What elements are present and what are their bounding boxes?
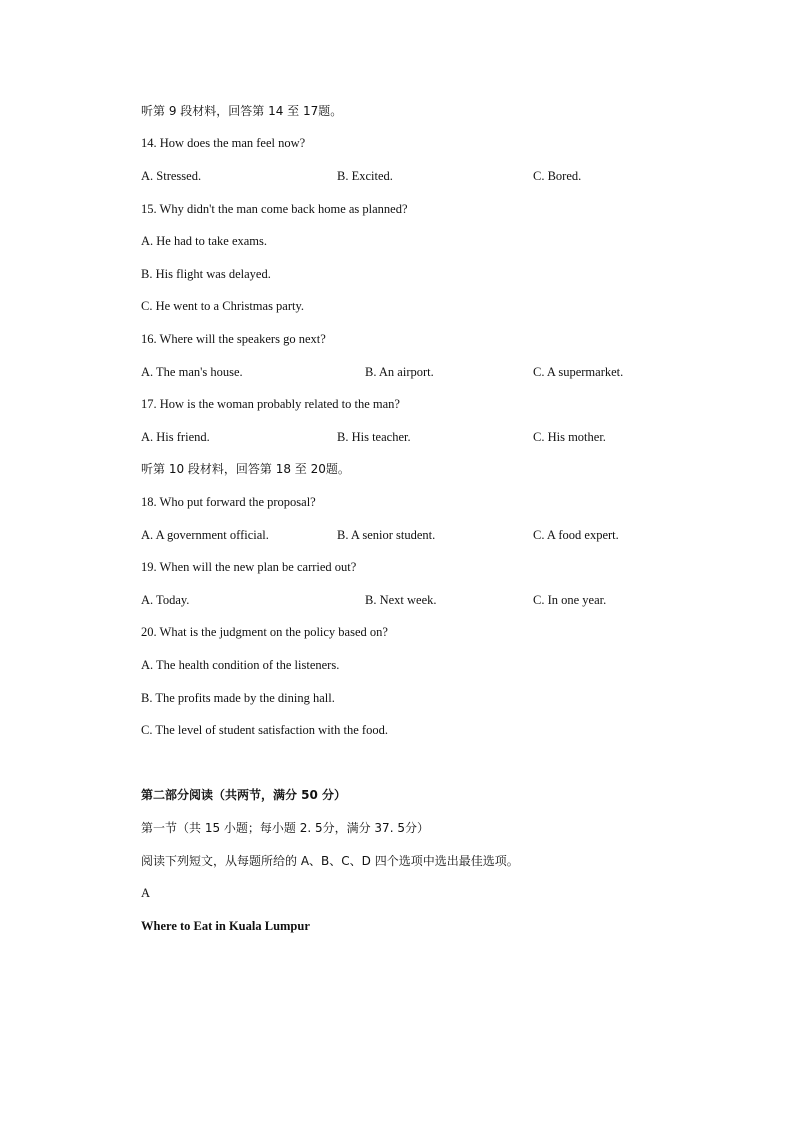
question-17: 17. How is the woman probably related to the man? xyxy=(141,397,400,411)
q17-option-b: B. His teacher. xyxy=(337,430,411,444)
question-15: 15. Why didn't the man come back home as planned? xyxy=(141,202,408,216)
section-10-heading: 听第 10 段材料，回答第 18 至 20题。 xyxy=(141,462,350,476)
q15-option-c: C. He went to a Christmas party. xyxy=(141,299,305,313)
q14-option-c: C. Bored. xyxy=(533,169,582,183)
part-2-heading: 第二部分阅读（共两节，满分 50 分） xyxy=(141,788,347,802)
question-16: 16. Where will the speakers go next? xyxy=(141,332,326,346)
q18-option-a: A. A government official. xyxy=(141,528,269,542)
section-9-heading: 听第 9 段材料，回答第 14 至 17题。 xyxy=(141,104,343,118)
q16-option-c: C. A supermarket. xyxy=(533,365,624,379)
q20-option-a: A. The health condition of the listeners. xyxy=(141,658,340,672)
q18-option-b: B. A senior student. xyxy=(337,528,436,542)
q19-option-a: A. Today. xyxy=(141,593,190,607)
q16-option-b: B. An airport. xyxy=(365,365,434,379)
q14-option-a: A. Stressed. xyxy=(141,169,202,183)
q14-option-b: B. Excited. xyxy=(337,169,393,183)
q16-option-a: A. The man's house. xyxy=(141,365,243,379)
q15-option-b: B. His flight was delayed. xyxy=(141,267,271,281)
q15-option-a: A. He had to take exams. xyxy=(141,234,268,248)
q18-option-c: C. A food expert. xyxy=(533,528,619,542)
passage-title: Where to Eat in Kuala Lumpur xyxy=(141,919,310,933)
q20-option-b: B. The profits made by the dining hall. xyxy=(141,691,335,705)
q17-option-a: A. His friend. xyxy=(141,430,210,444)
part-2-subheading: 第一节（共 15 小题；每小题 2. 5分，满分 37. 5分） xyxy=(141,821,429,835)
q17-option-c: C. His mother. xyxy=(533,430,606,444)
question-20: 20. What is the judgment on the policy based on? xyxy=(141,625,388,639)
question-19: 19. When will the new plan be carried out? xyxy=(141,560,357,574)
q19-option-b: B. Next week. xyxy=(365,593,437,607)
q20-option-c: C. The level of student satisfaction with the food. xyxy=(141,723,388,737)
question-14: 14. How does the man feel now? xyxy=(141,136,306,150)
question-18: 18. Who put forward the proposal? xyxy=(141,495,316,509)
q19-option-c: C. In one year. xyxy=(533,593,607,607)
passage-label: A xyxy=(141,886,151,900)
reading-instruction: 阅读下列短文，从每题所给的 A、B、C、D 四个选项中选出最佳选项。 xyxy=(141,854,519,868)
